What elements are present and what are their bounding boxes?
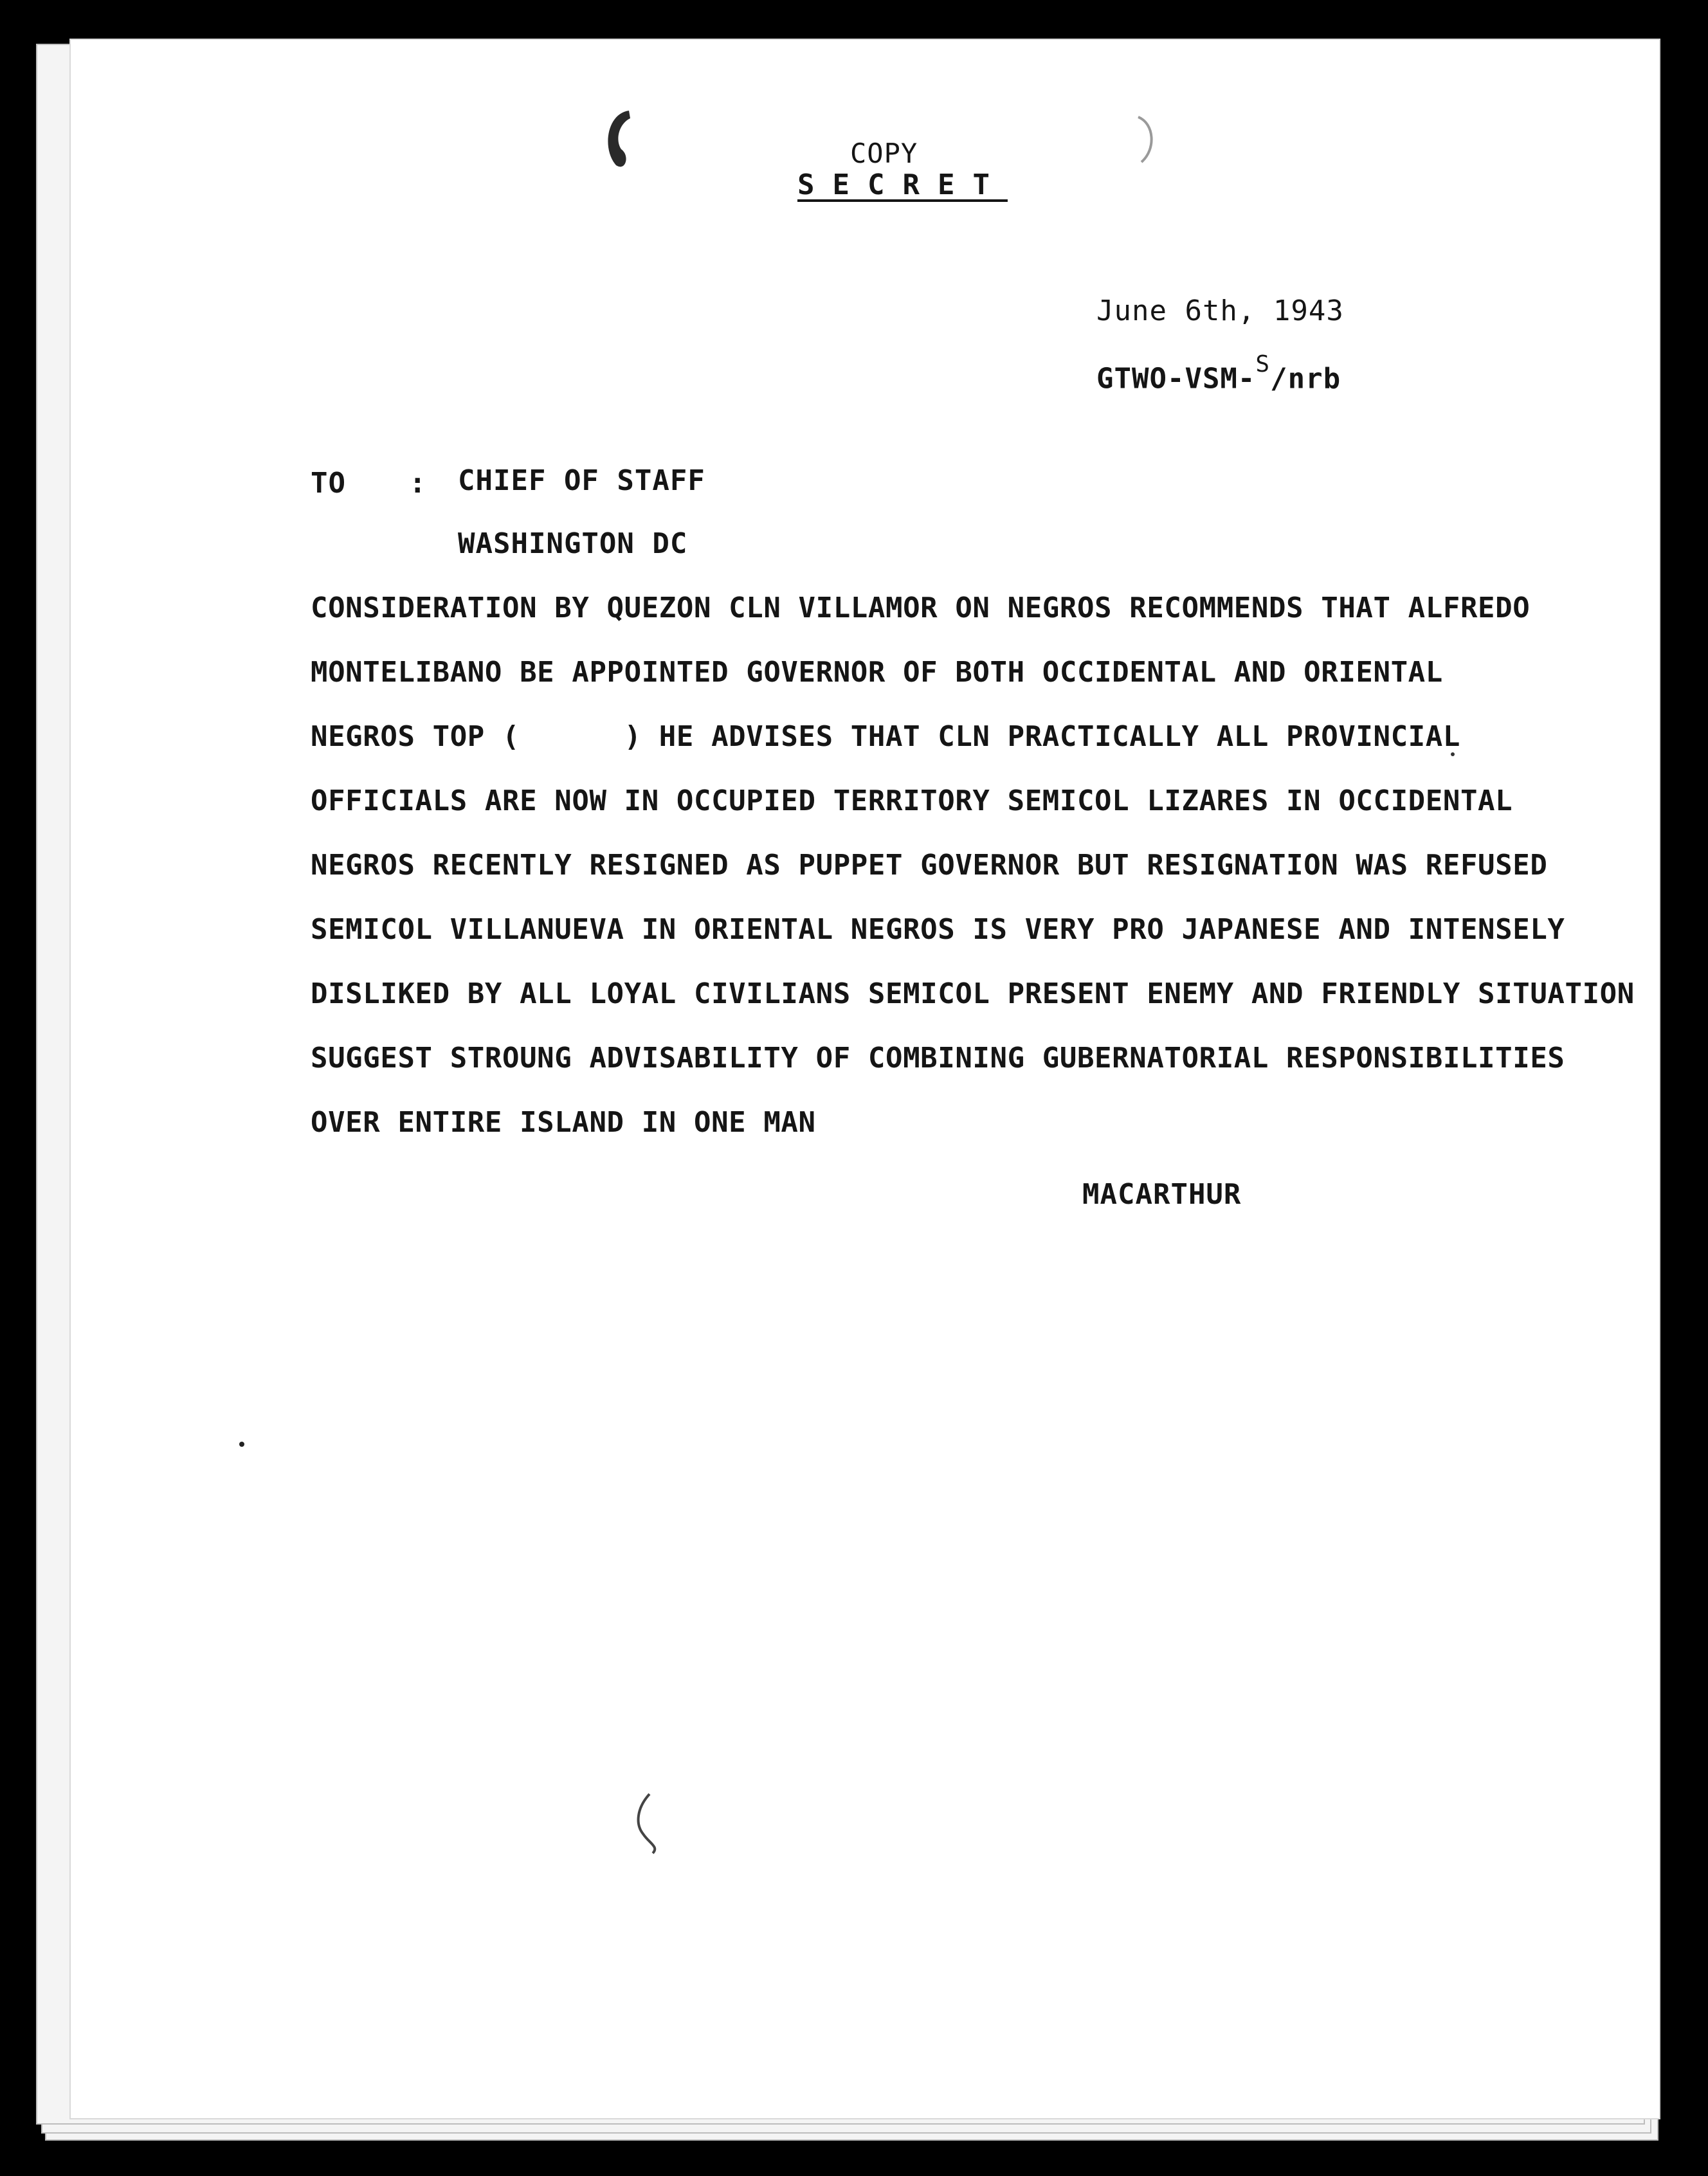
recipient-line-2: WASHINGTON DC (458, 527, 688, 560)
reference-superscript: S (1255, 351, 1271, 377)
reference-code (1096, 351, 1341, 395)
body-line: OVER ENTIRE ISLAND IN ONE MAN (311, 1106, 816, 1139)
to-colon: : (409, 467, 427, 500)
body-line: CONSIDERATION BY QUEZON CLN VILLAMOR ON NEGROS RECOMMENDS THAT ALFREDO (311, 592, 1531, 624)
document-date: June 6th, 1943 (1096, 295, 1344, 327)
body-line: SUGGEST STROUNG ADVISABILITY OF COMBINING GUBERNATORIAL RESPONSIBILITIES (311, 1042, 1565, 1074)
body-line: DISLIKED BY ALL LOYAL CIVILIANS SEMICOL PRESENT ENEMY AND FRIENDLY SITUATION (311, 977, 1635, 1010)
classification-label: SECRET (797, 168, 1008, 201)
punch-mark-left (590, 104, 648, 175)
to-label: TO (311, 467, 346, 500)
body-line: SEMICOL VILLANUEVA IN ORIENTAL NEGROS IS VERY PRO JAPANESE AND INTENSELY (311, 913, 1565, 946)
reference-tail: /nrb (1270, 362, 1341, 395)
body-line: NEGROS RECENTLY RESIGNED AS PUPPET GOVERNOR BUT RESIGNATION WAS REFUSED (311, 849, 1548, 882)
recipient-line-1: CHIEF OF STAFF (458, 464, 705, 497)
body-line: NEGROS TOP ( ) HE ADVISES THAT CLN PRACTICALLY ALL PROVINCIAL (311, 720, 1460, 753)
speck (239, 1442, 244, 1447)
signature: MACARTHUR (1082, 1178, 1242, 1211)
reference-main: GTWO-VSM- (1096, 362, 1256, 395)
document-page (71, 40, 1659, 2118)
body-line: MONTELIBANO BE APPOINTED GOVERNOR OF BOTH OCCIDENTAL AND ORIENTAL (311, 656, 1443, 689)
copy-label: COPY (850, 138, 918, 169)
margin-mark (624, 1789, 669, 1860)
punch-mark-right (1125, 111, 1164, 168)
body-line: OFFICIALS ARE NOW IN OCCUPIED TERRITORY SEMICOL LIZARES IN OCCIDENTAL (311, 784, 1513, 817)
